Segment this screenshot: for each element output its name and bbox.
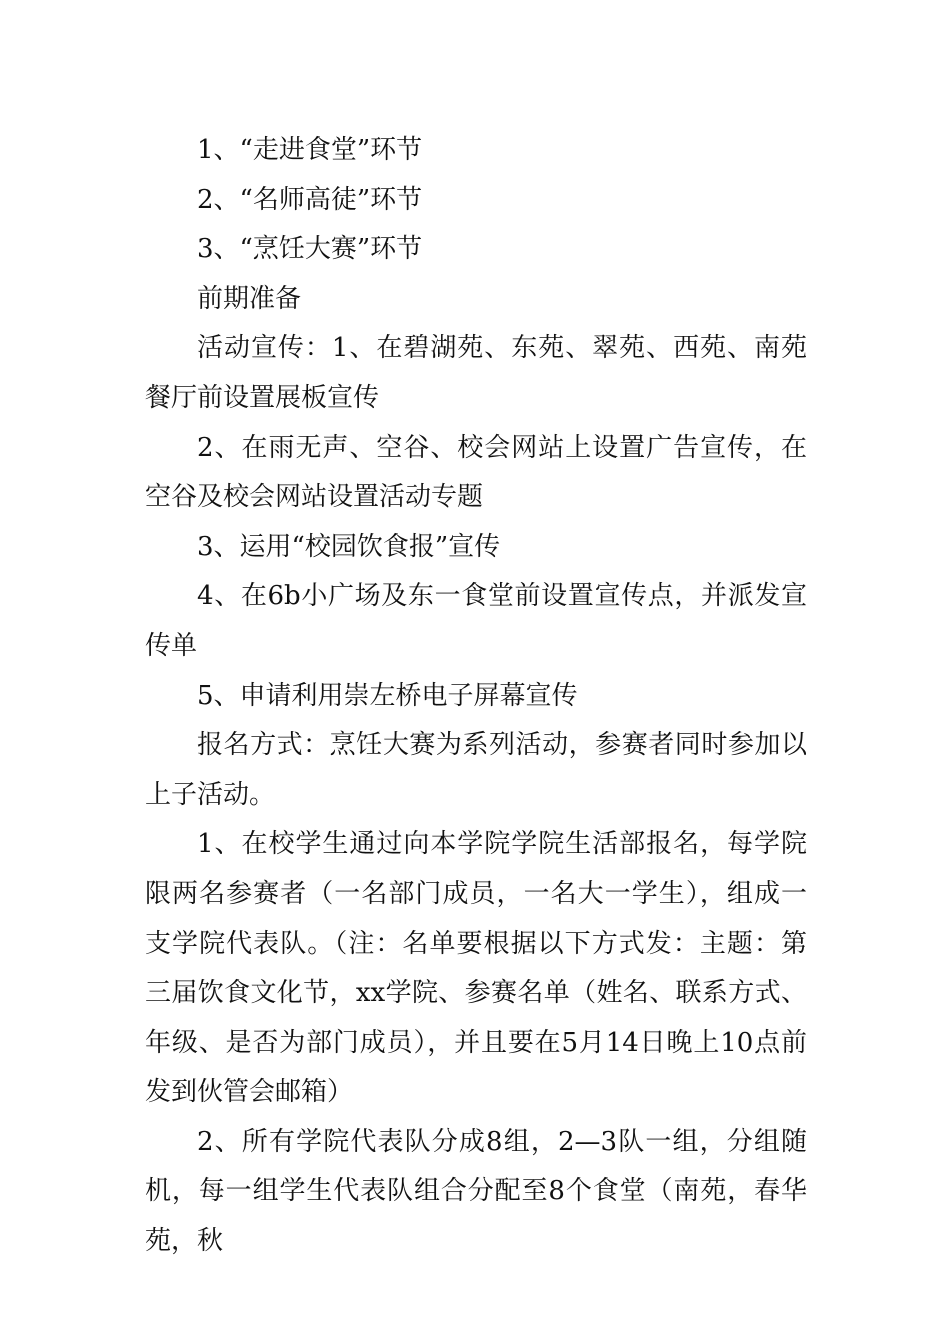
paragraph-registration-2: 2、所有学院代表队分成8组，2—3队一组，分组随机，每一组学生代表队组合分配至8个食堂（南苑，春华苑，秋 [145,1126,807,1257]
paragraph-publicity-3: 3、运用“校园饮食报”宣传 [197,531,501,562]
paragraph-publicity: 活动宣传：1、在碧湖苑、东苑、翠苑、西苑、南苑餐厅前设置展板宣传 [145,333,807,413]
paragraph-publicity-4: 4、在6b小广场及东一食堂前设置宣传点，并派发宣传单 [145,581,807,661]
paragraph-item-1: 1、“走进食堂”环节 [197,135,423,165]
paragraph-publicity-5: 5、申请利用崇左桥电子屏幕宣传 [197,680,578,711]
document-body [145,126,807,1267]
paragraph-registration-1: 1、在校学生通过向本学院学院生活部报名，每学院限两名参赛者（一名部门成员，一名大一学生），组成一支学院代表队。（注：名单要根据以下方式发：主题：第三届饮食文化节，xx学院、参赛名单（姓名、联系方式、年级、是否为部门成员），并且要在5月14日晚上10点前发到伙管会邮箱） [145,829,807,1108]
paragraph-item-3: 3、“烹饪大赛”环节 [197,234,423,265]
paragraph-registration: 报名方式：烹饪大赛为系列活动，参赛者同时参加以上子活动。 [145,730,807,810]
section-heading-preparation: 前期准备 [197,283,302,314]
paragraph-publicity-2: 2、在雨无声、空谷、校会网站上设置广告宣传，在空谷及校会网站设置活动专题 [145,432,807,513]
paragraph-item-2: 2、“名师高徒”环节 [197,184,423,215]
